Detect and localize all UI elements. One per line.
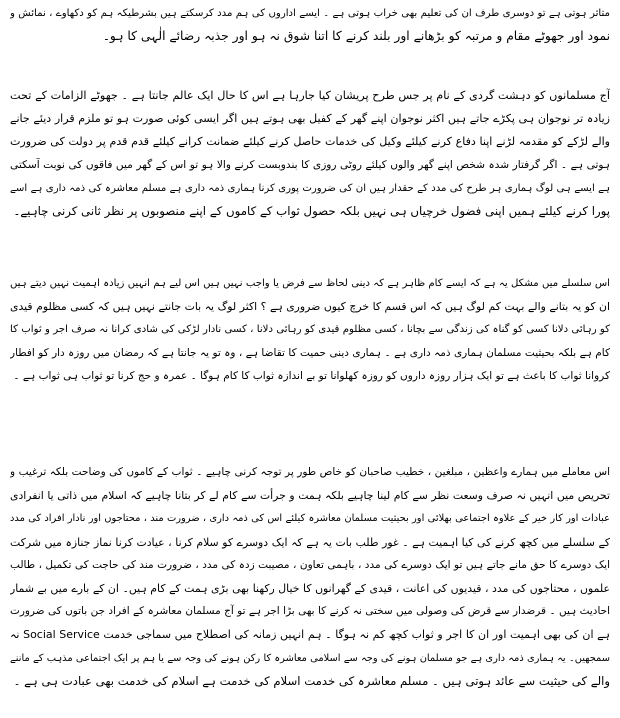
text-line: کو رہائی دلانا کسی کو گناہ کی زندگی سے بچانا ، کسی مظلوم قیدی کو رہائی دلانا ، کسی نادار لڑکی کی شادی کرانا نہ صرف اجر و ثواب کا bbox=[10, 324, 610, 336]
text-line: سمجھیں۔ یہ ہماری ذمہ داری ہے جو مسلمان ہونے کی وجہ سے اسلامی معاشرہ کا رکن ہونے کی وجہ سے یا ہم پر ایک اجتماعی مذہب کے ماننے bbox=[10, 652, 610, 664]
text-line: عبادات اور کار خیر کے علاوہ اجتماعی بھلائی اور بحیثیت مسلمان معاشرہ کیلئے اس کی ذمہ داری ، ضرورت مند ، محتاجوں اور نادار افراد کی مدد bbox=[10, 513, 610, 525]
text-line: متاثر ہوتی ہے تو دوسری طرف ان کی تعلیم بھی خراب ہوتی ہے ۔ ایسے اداروں کی ہم مدد کرسکتے ہیں بشرطیکہ ہم کو دکھاوے ، نمائش و bbox=[10, 8, 610, 19]
document-page bbox=[10, 2, 610, 718]
text-line: ہے ایسے ہی لوگ ہماری ہر طرح کی مدد کے حقدار ہیں ان کی ضرورت پوری کرنا ہماری ذمہ داری ہے مسلم معاشرہ کی ذمہ داری ہے اسے bbox=[10, 182, 610, 194]
text-line: ہے ان کی بھی اہمیت اور ان کا اجر و ثواب کچھ کم نہ ہوگا ۔ ہم انہیں زمانہ کی اصطلاح میں سماجی خدمت Social Service نہ bbox=[10, 628, 610, 642]
text-line: علموں ، محتاجوں کی مدد ، قیدیوں کی اعانت ، قیدی کے گھرانوں کا خیال رکھنا بھی بڑی ہمت کے کام ہیں۔ ان کے بارے میں بے شمار bbox=[10, 581, 610, 595]
text-line: زیادہ تر نوجوان ہی پکڑے جاتے ہیں اکثر نوجوان اپنے گھر کے کفیل بھی ہوتے ہیں اگر ایسی کوئی صورت ہو تو ملزم قرار دیئے جانے bbox=[10, 112, 610, 126]
text-line: ایک دوسرے کا حق مانے جاتے ہیں تو ایک دوسرے کی مدد ، باہمی تعاون ، مصیبت زدہ کی مدد ، ضرورت مند کی حاجت کی تکمیل ، طالب bbox=[10, 558, 610, 571]
text-line: کام ہے بلکہ بحیثیت مسلمان ہماری ذمہ داری ہے ۔ ہماری دینی حمیت کا تقاضا ہے ، وہ تو یہ جانتا ہے کہ رمضان میں روزہ دار کو افطار bbox=[10, 346, 610, 359]
text-line: احادیث ہیں ۔ قرضدار سے قرض کی وصولی میں سختی نہ کرنے کا بھی بڑا اجر ہے تو آج مسلمان معاشرہ کے افراد جن باتوں کی ضرورت bbox=[10, 605, 610, 618]
text-line: پورا کرنے کیلئے ہمیں اپنی فضول خرچیاں ہی نہیں بلکہ حصول ثواب کے کاموں کے اپنے منصوبوں پر نظر ثانی کرنی چاہیے۔ bbox=[13, 203, 610, 218]
paragraph-3 bbox=[10, 272, 610, 388]
text-line: والے کی حیثیت سے عائد ہوتی ہیں ۔ مسلم معاشرہ کی خدمت اسلام کی خدمت ہے اسلام کی خدمت بھی عبادت ہی ہے ۔ bbox=[13, 673, 610, 688]
text-line: ان کو یہ بتانے والے بہت کم لوگ ہیں کہ اس قسم کا خرچ کیوں ضروری ہے ؟ اکثر لوگ یہ بات جانتے نہیں ہیں کہ کسی مظلوم قیدی bbox=[10, 300, 610, 314]
text-line: تحریص میں انہیں نہ صرف وسعت نظر سے کام لینا چاہیے بلکہ ہمت و جرأت سے کام لے کر بتانا چاہیے کہ اسلام میں ذاتی یا انفرادی bbox=[10, 489, 610, 503]
text-line: اس معاملے میں ہمارے واعظین ، مبلغین ، خطیب صاحبان کو خاص طور پر توجہ کرنی چاہیے ۔ ثواب کے کاموں کی وضاحت بلکہ ترغیب و bbox=[10, 466, 610, 478]
text-line: والے لڑکے کو مقدمہ لڑنے اپنا دفاع کرنے کیلئے وکیل کی خدمات حاصل کرنے کیلئے ضمانت کرانے کیلئے قدم قدم پر دولت کی ضرورت bbox=[10, 135, 610, 149]
text-line: ہوتی ہے ۔ اگر گرفتار شدہ شخص اپنے گھر والوں کیلئے روٹی روزی کا بندوبست کرنے والا ہو تو اس کے گھر میں فاقوں کی نوبت آسکتی bbox=[10, 158, 610, 171]
text-line: آج مسلمانوں کو دہشت گردی کے نام پر جس طرح پریشان کیا جارہا ہے اس کا حال ایک عالم جانتا ہے ۔ جھوٹے الزامات کے تحت bbox=[10, 89, 610, 102]
text-line: کے سلسلے میں کچھ کرنے کی کیا اہمیت ہے ۔ غور طلب بات یہ ہے کہ ایک دوسرے کو سلام کرنا ، عیادت کرنا نماز جنازہ میں شرکت bbox=[10, 535, 610, 549]
text-line: کروانا ثواب کا باعث ہے تو ایک ہزار روزہ داروں کو روزہ کھلوانا تو بے اندازہ ثواب کا کام ہوگا ۔ عمرہ و حج کرنا تو ثواب ہی ثواب ہے ۔ bbox=[13, 369, 610, 382]
paragraph-4 bbox=[10, 461, 610, 693]
text-line: نمود اور جھوٹے مقام و مرتبہ کو بڑھانے اور بلند کرنے کا اتنا شوق نہ ہو اور جذبہ رضائے الٰہی کا ہو۔ bbox=[102, 29, 610, 44]
paragraph-2 bbox=[10, 84, 610, 223]
paragraph-1 bbox=[10, 2, 610, 48]
text-line: اس سلسلے میں مشکل یہ ہے کہ ایسے کام ظاہر ہے کہ دینی لحاظ سے فرض یا واجب نہیں ہیں اس لیے ہم انہیں زیادہ اہمیت نہیں دیتے ہیں bbox=[10, 278, 610, 289]
